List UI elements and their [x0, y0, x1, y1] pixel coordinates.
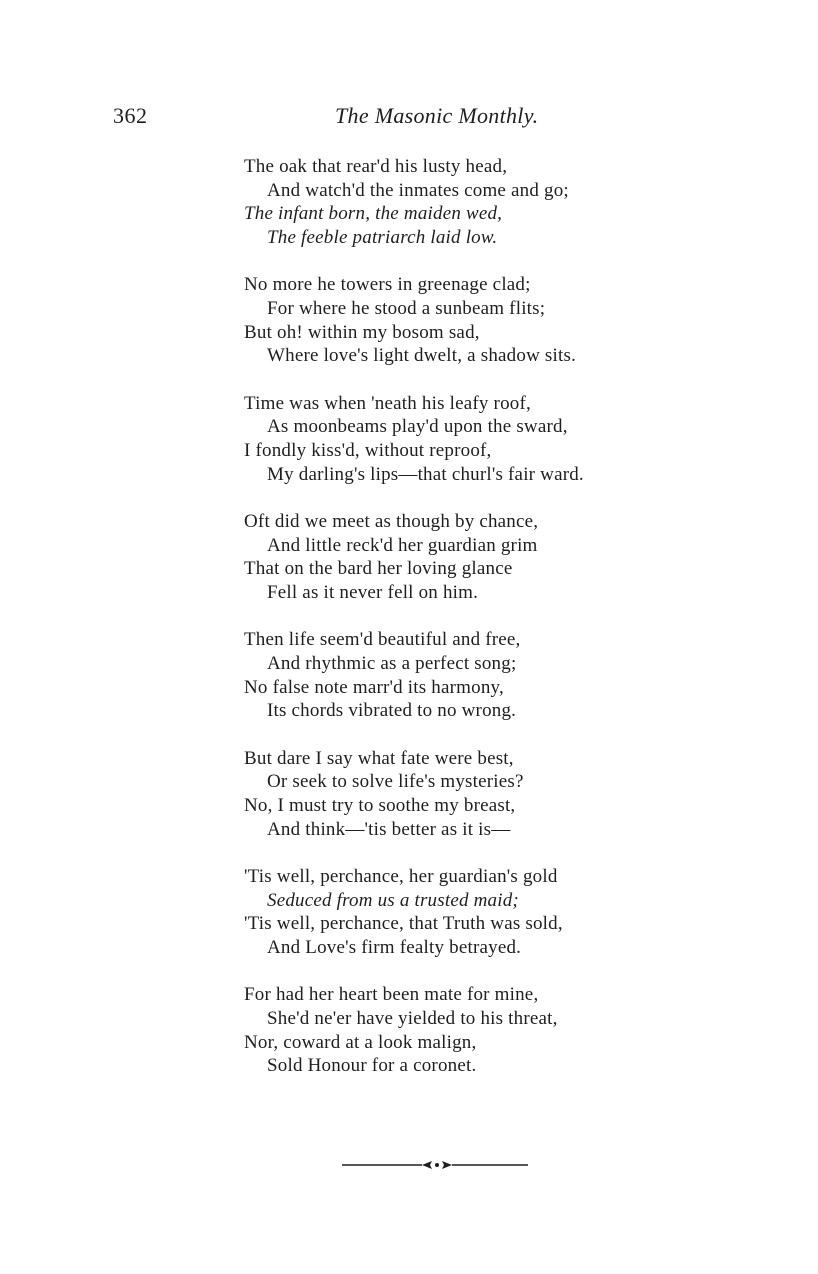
poem-line: My darling's lips—that churl's fair ward.: [267, 463, 584, 485]
poem-line: Oft did we meet as though by chance,: [244, 511, 539, 533]
stanza-5: [244, 628, 704, 723]
poem-line: For had her heart been mate for mine,: [244, 984, 539, 1006]
journal-title: The Masonic Monthly.: [335, 103, 539, 128]
poem-line: 'Tis well, perchance, her guardian's gold: [244, 866, 558, 888]
poem: [244, 155, 704, 1102]
poem-line: The feeble patriarch laid low.: [267, 227, 498, 249]
poem-line: As moonbeams play'd upon the sward,: [267, 416, 568, 438]
poem-line: No more he towers in greenage clad;: [244, 274, 531, 296]
stanza-3: [244, 392, 704, 487]
running-head: [113, 103, 703, 133]
end-ornament-rule-icon: [342, 1156, 528, 1172]
poem-line: Nor, coward at a look malign,: [244, 1031, 477, 1053]
poem-line: The oak that rear'd his lusty head,: [244, 156, 508, 177]
poem-line: And rhythmic as a perfect song;: [267, 653, 517, 675]
poem-line: And watch'd the inmates come and go;: [267, 179, 569, 201]
poem-line: Its chords vibrated to no wrong.: [267, 700, 517, 722]
poem-line: But oh! within my bosom sad,: [244, 321, 480, 343]
poem-line: But dare I say what fate were best,: [244, 747, 514, 769]
poem-line: Fell as it never fell on him.: [267, 582, 479, 604]
stanza-2: [244, 273, 704, 368]
stanza-7: [244, 865, 704, 960]
poem-line: And think—'tis better as it is—: [267, 818, 511, 840]
stanza-4: [244, 510, 704, 605]
page-number: 362: [113, 103, 148, 128]
poem-line: Sold Honour for a coronet.: [267, 1055, 477, 1077]
stanza-6: [244, 747, 704, 842]
stanza-1: [244, 155, 704, 250]
poem-line: 'Tis well, perchance, that Truth was sold,: [244, 913, 563, 935]
poem-line: Then life seem'd beautiful and free,: [244, 629, 521, 651]
poem-line: Where love's light dwelt, a shadow sits.: [267, 345, 577, 367]
stanza-8: [244, 983, 704, 1078]
poem-line: Seduced from us a trusted maid;: [267, 889, 519, 911]
poem-line: And Love's firm fealty betrayed.: [267, 937, 522, 959]
poem-line: No, I must try to soothe my breast,: [244, 795, 516, 817]
poem-line: That on the bard her loving glance: [244, 558, 513, 580]
poem-line: The infant born, the maiden wed,: [244, 203, 503, 225]
poem-line: I fondly kiss'd, without reproof,: [244, 440, 492, 462]
poem-line: And little reck'd her guardian grim: [267, 534, 538, 556]
poem-line: For where he stood a sunbeam flits;: [267, 298, 546, 320]
poem-line: No false note marr'd its harmony,: [244, 676, 504, 698]
poem-line: Time was when 'neath his leafy roof,: [244, 392, 531, 414]
poem-line: She'd ne'er have yielded to his threat,: [267, 1008, 558, 1030]
poem-line: Or seek to solve life's mysteries?: [267, 771, 524, 793]
